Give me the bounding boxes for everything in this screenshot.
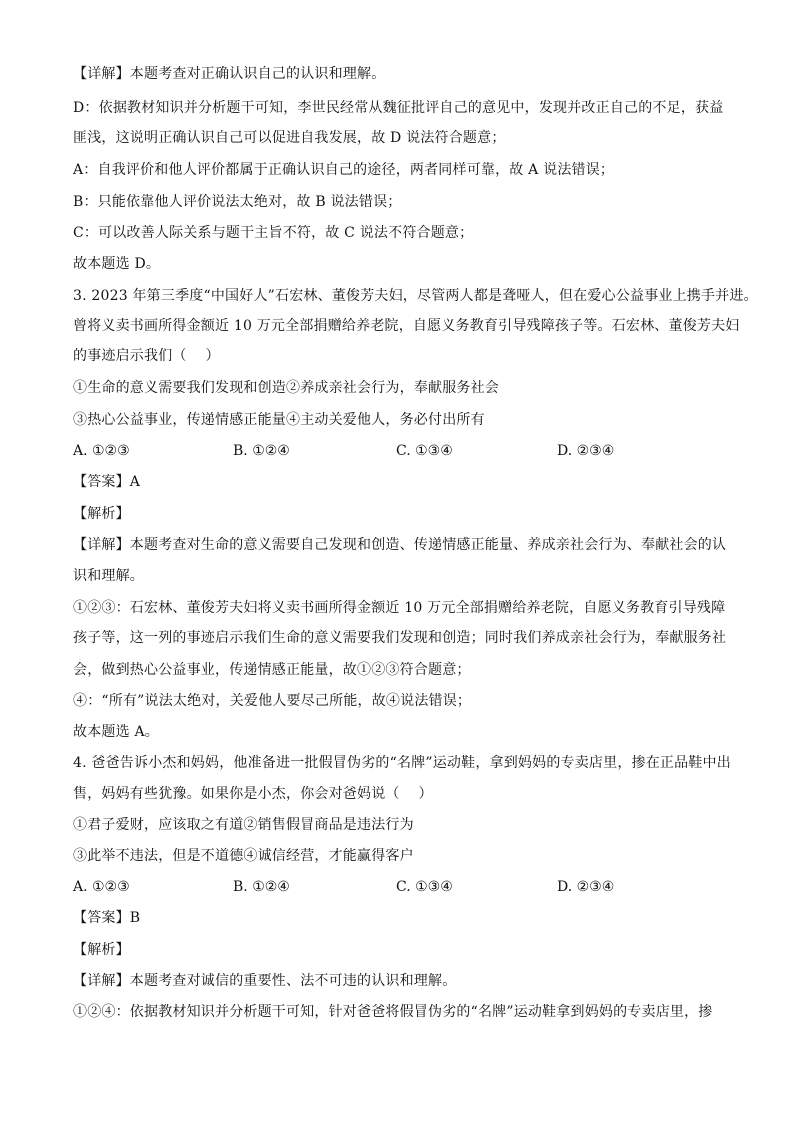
q3-stem-line1: 3. 2023 年第三季度“中国好人”石宏林、董俊芳夫妇，尽管两人都是聋哑人，但在爱心公益事业上携手并进。 [73,288,758,304]
q3-explanation-line2: 孩子等，这一列的事迹启示我们生命的意义需要我们发现和创造；同时我们养成亲社会行为，奉献服务社 [73,630,727,646]
q3-option-c: C. ①③④ [396,443,453,459]
q4-option-c: C. ①③④ [396,879,453,895]
q4-statements-line2: ③此举不违法，但是不道德④诚信经营，才能赢得客户 [73,848,414,864]
q4-answer: 【答案】B [73,910,141,926]
q3-explanation-line1: ①②③：石宏林、董俊芳夫妇将义卖书画所得金额近 10 万元全部捐赠给养老院，自愿义务教育引导残障 [73,600,726,616]
q3-detail-line2: 识和理解。 [73,568,144,584]
q4-stem-line2: 售，妈妈有些犹豫。如果你是小杰，你会对爸妈说（ ） [73,786,433,802]
q4-option-a: A. ①②③ [73,879,130,895]
q3-option-a: A. ①②③ [73,443,130,459]
q2-explanation-a: A：自我评价和他人评价都属于正确认识自己的途径，两者同样可靠，故 A 说法错误； [73,162,615,178]
q4-stem-line1: 4. 爸爸告诉小杰和妈妈，他准备进一批假冒伪劣的“名牌”运动鞋，拿到妈妈的专卖店里，掺在正品鞋中出 [73,755,731,771]
q3-statements-line1: ①生命的意义需要我们发现和创造②养成亲社会行为，奉献服务社会 [73,380,499,396]
q3-option-d: D. ②③④ [557,443,615,459]
q3-statements-line2: ③热心公益事业，传递情感正能量④主动关爱他人，务必付出所有 [73,412,485,428]
q2-explanation-b: B：只能依靠他人评价说法太绝对，故 B 说法错误； [73,194,402,210]
q2-explanation-d-line2: 匪浅，这说明正确认识自己可以促进自我发展，故 D 说法符合题意； [73,130,506,146]
q3-stem-line2: 曾将义卖书画所得金额近 10 万元全部捐赠给养老院，自愿义务教育引导残障孩子等。石宏林、董俊芳夫妇 [73,318,740,334]
q2-explanation-d-line1: D：依据教材知识并分析题干可知，李世民经常从魏征批评自己的意见中，发现并改正自己的不足，获益 [73,100,724,116]
q2-conclusion: 故本题选 D。 [73,256,161,272]
q3-answer: 【答案】A [73,474,141,490]
q3-explanation-line3: 会，做到热心公益事业，传递情感正能量，故①②③符合题意； [73,662,471,678]
q2-explanation-c: C：可以改善人际关系与题干主旨不符，故 C 说法不符合题意； [73,225,474,241]
q4-explanation-line1: ①②④：依据教材知识并分析题干可知，针对爸爸将假冒伪劣的“名牌”运动鞋拿到妈妈的专卖店里，掺 [73,1004,713,1020]
q3-analysis-heading: 【解析】 [73,506,130,522]
q3-conclusion: 故本题选 A。 [73,724,159,740]
q3-stem-line3: 的事迹启示我们（ ） [73,348,220,364]
q4-option-b: B. ①②④ [233,879,290,895]
q4-detail: 【详解】本题考查对诚信的重要性、法不可违的认识和理解。 [73,973,457,989]
q3-option-b: B. ①②④ [233,443,290,459]
q3-detail-line1: 【详解】本题考查对生命的意义需要自己发现和创造、传递情感正能量、养成亲社会行为、奉献社会的认 [73,537,727,553]
q3-explanation-line4: ④：“所有”说法太绝对，关爱他人要尽己所能，故④说法错误； [73,693,472,709]
q4-analysis-heading: 【解析】 [73,942,130,958]
q2-detail: 【详解】本题考查对正确认识自己的认识和理解。 [73,66,386,82]
q4-option-d: D. ②③④ [557,879,615,895]
q4-statements-line1: ①君子爱财，应该取之有道②销售假冒商品是违法行为 [73,817,414,833]
